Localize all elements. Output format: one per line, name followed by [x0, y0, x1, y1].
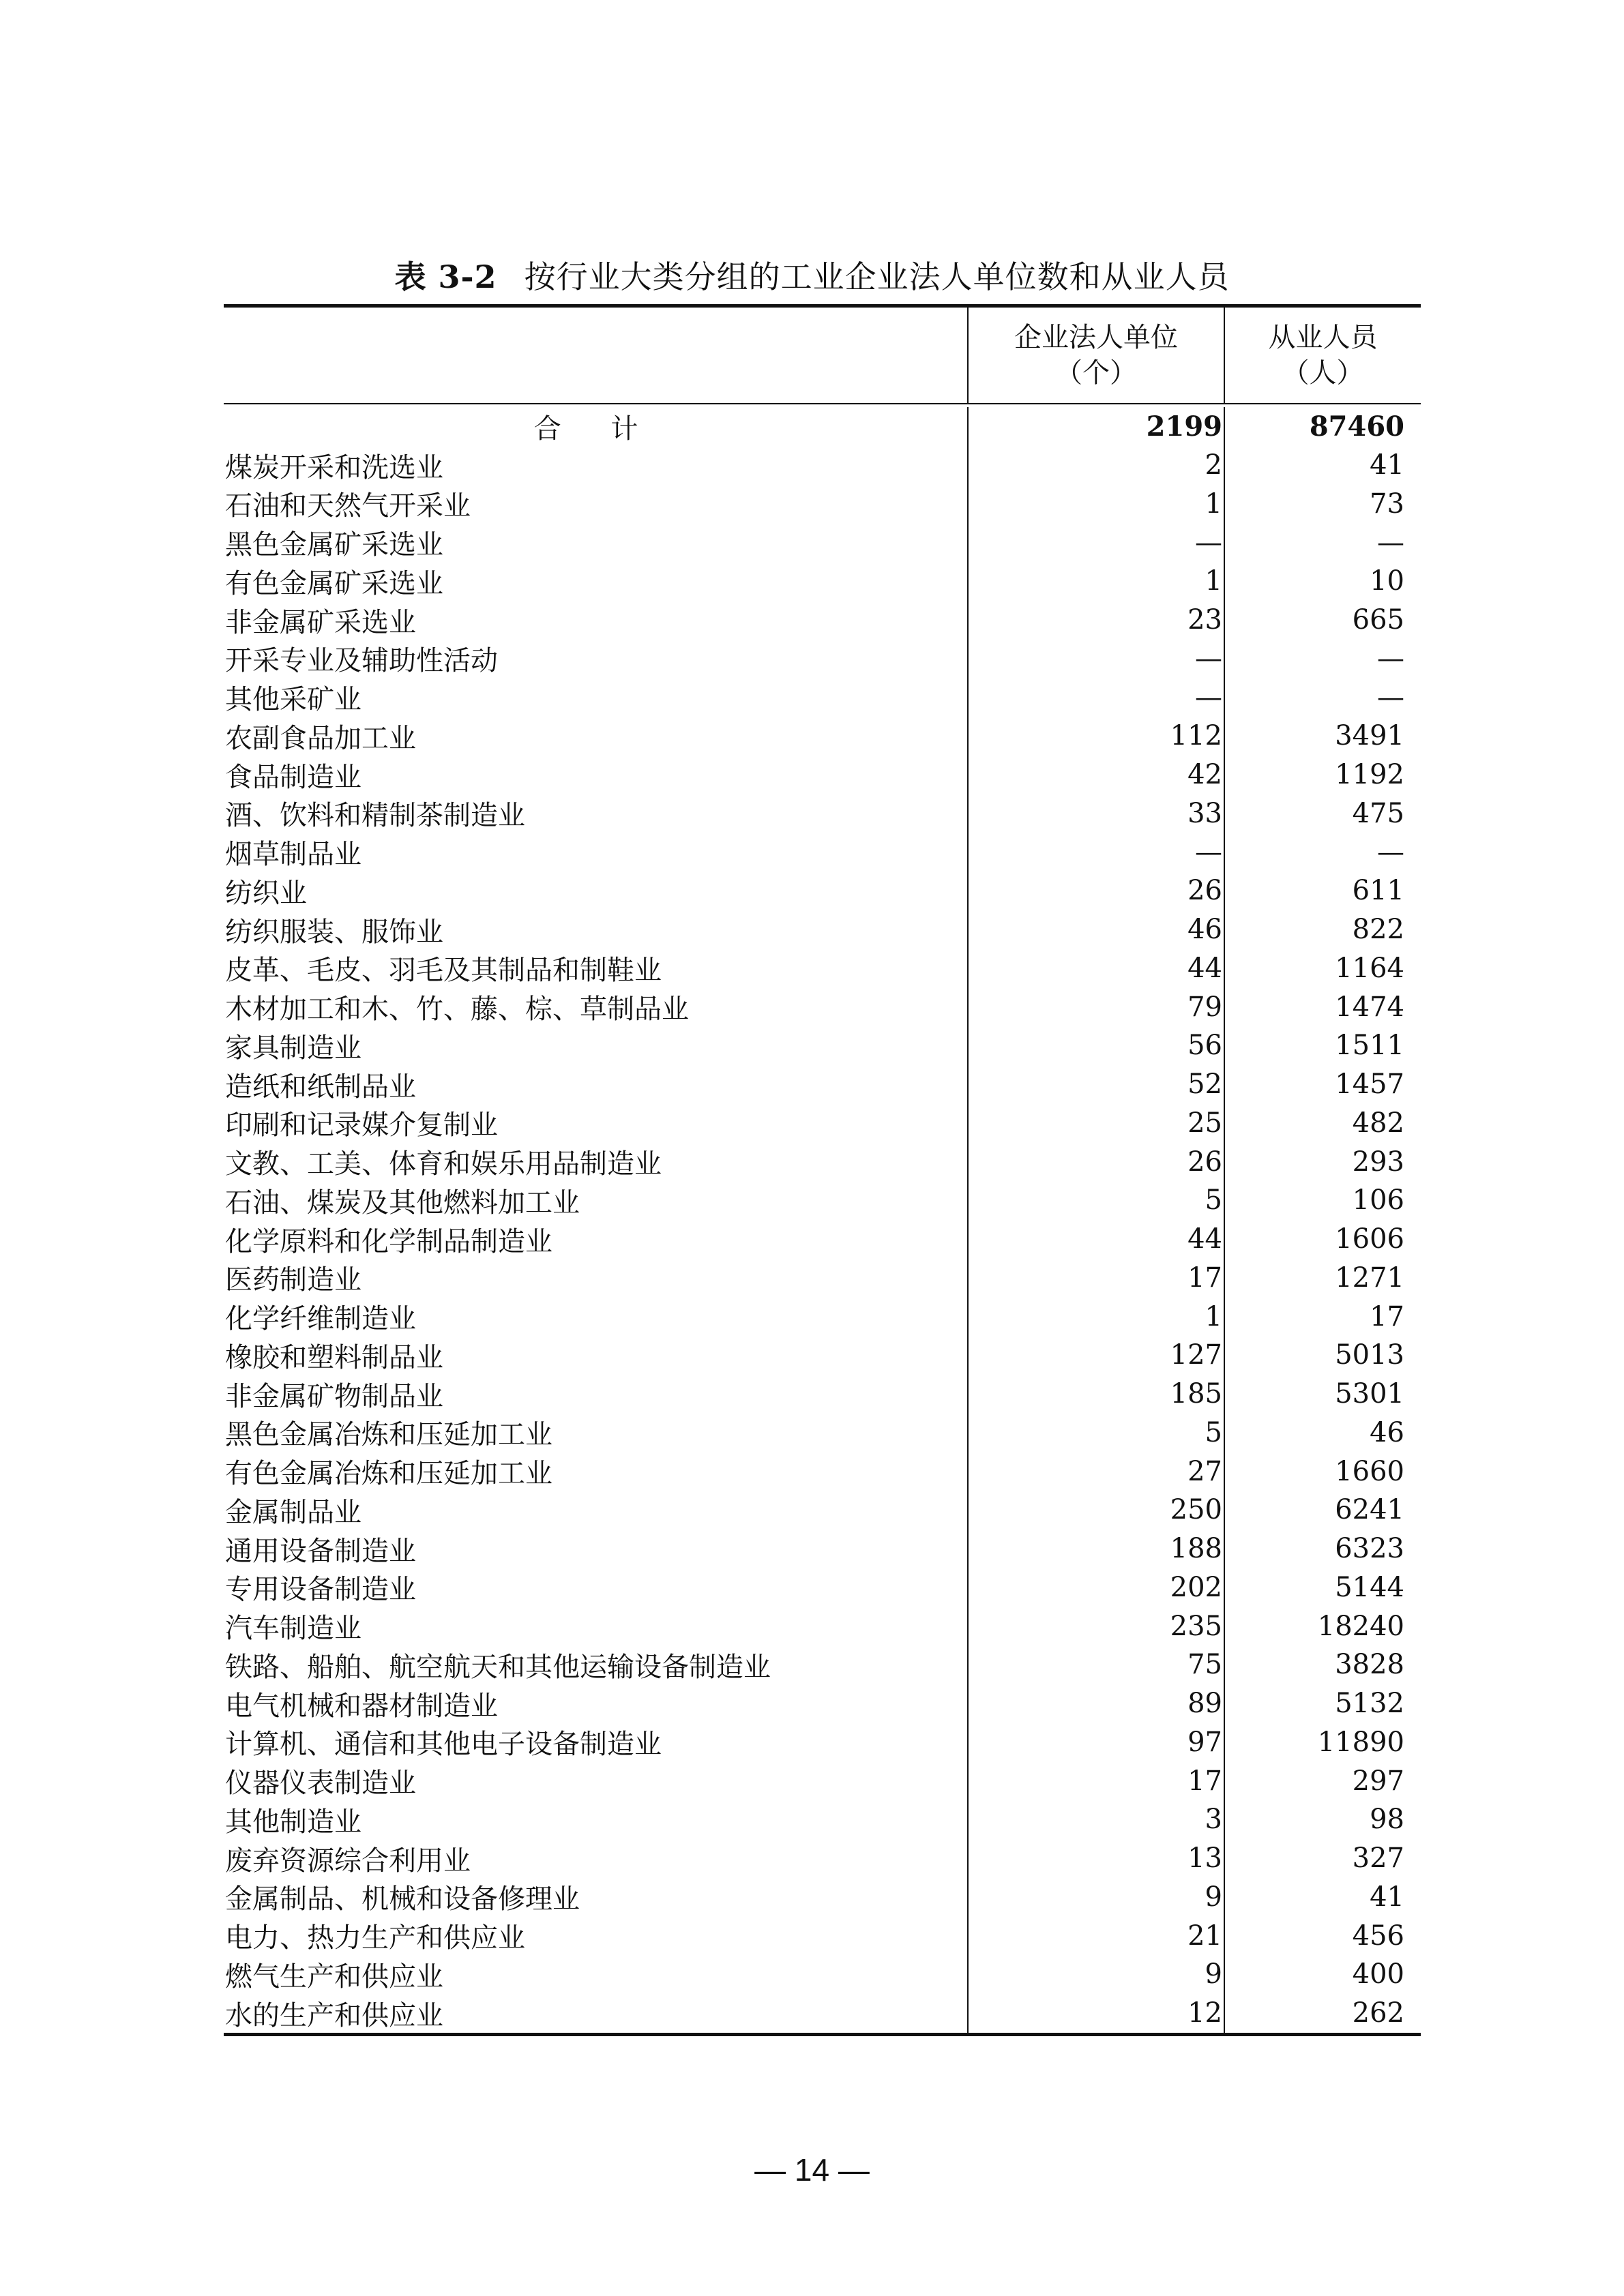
industry-name: 印刷和记录媒介复制业 [225, 1109, 498, 1142]
industry-name: 食品制造业 [225, 761, 361, 793]
units-value: 44 [967, 949, 1225, 988]
industry-name: 水的生产和供应业 [225, 1999, 443, 2031]
industry-name: 非金属矿采选业 [225, 606, 416, 638]
industry-name: 计算机、通信和其他电子设备制造业 [225, 1729, 662, 1761]
industry-name: 汽车制造业 [225, 1613, 361, 1645]
total-units: 2199 [967, 407, 1225, 446]
table-row [224, 756, 1421, 794]
units-value: 3 [967, 1800, 1225, 1839]
staff-value: 3828 [1335, 1649, 1404, 1681]
staff-value: 10 [1370, 565, 1404, 597]
units-value: 52 [967, 1065, 1225, 1104]
units-value: 1 [967, 1297, 1225, 1336]
industry-name: 燃气生产和供应业 [225, 1960, 443, 1993]
staff-value: 41 [1370, 449, 1404, 481]
industry-name: 仪器仪表制造业 [225, 1768, 416, 1800]
staff-value: 106 [1352, 1184, 1404, 1217]
units-value: 1 [967, 562, 1225, 601]
units-value: 1 [967, 485, 1225, 524]
industry-name: 烟草制品业 [225, 839, 361, 871]
table-row [224, 794, 1421, 833]
units-value: 33 [967, 794, 1225, 833]
table-row [224, 1800, 1421, 1839]
units-value: 5 [967, 1181, 1225, 1220]
table-row [224, 910, 1421, 949]
table-row [224, 1336, 1421, 1375]
units-value: 9 [967, 1878, 1225, 1917]
table-row [224, 1530, 1421, 1568]
staff-value: 1271 [1335, 1262, 1404, 1294]
staff-value: 1457 [1335, 1069, 1404, 1101]
staff-value: 400 [1352, 1958, 1404, 1991]
table-row [224, 1142, 1421, 1181]
industry-name: 化学原料和化学制品制造业 [225, 1225, 552, 1257]
total-label: 合 计 [533, 413, 659, 445]
table-row [224, 1181, 1421, 1220]
table-row [224, 1220, 1421, 1259]
industry-table [224, 304, 1421, 2036]
industry-name: 电力、热力生产和供应业 [225, 1922, 525, 1954]
staff-value: 1606 [1335, 1223, 1404, 1255]
industry-name: 化学纤维制造业 [225, 1303, 416, 1335]
staff-value: 293 [1352, 1146, 1404, 1178]
staff-value: 1474 [1335, 991, 1404, 1023]
table-row [224, 446, 1421, 485]
industry-name: 皮革、毛皮、羽毛及其制品和制鞋业 [225, 955, 662, 987]
table-title [0, 252, 1624, 297]
industry-name: 石油和天然气开采业 [225, 490, 471, 522]
units-value: 185 [967, 1375, 1225, 1414]
table-row [224, 1878, 1421, 1917]
staff-value: 297 [1352, 1765, 1404, 1797]
industry-name: 纺织业 [225, 877, 307, 909]
table-row [224, 1916, 1421, 1955]
staff-value: 456 [1352, 1920, 1404, 1952]
industry-name: 其他制造业 [225, 1806, 361, 1838]
industry-name: 农副食品加工业 [225, 722, 416, 754]
table-row [224, 1684, 1421, 1723]
table-row [224, 1414, 1421, 1452]
table-row [224, 1375, 1421, 1414]
industry-name: 黑色金属矿采选业 [225, 529, 443, 561]
units-value: 44 [967, 1220, 1225, 1259]
table-row [224, 485, 1421, 524]
table-row [224, 987, 1421, 1026]
staff-value: 262 [1352, 1997, 1404, 2029]
header-staff-unit: （人） [1282, 357, 1364, 389]
staff-value: 475 [1352, 797, 1404, 829]
staff-value: 41 [1370, 1881, 1404, 1913]
industry-name: 废弃资源综合利用业 [225, 1845, 471, 1877]
table-row [224, 833, 1421, 871]
table-row [224, 949, 1421, 988]
units-value: 27 [967, 1452, 1225, 1491]
units-value: 89 [967, 1684, 1225, 1723]
staff-value: 1511 [1335, 1030, 1404, 1062]
units-value: 127 [967, 1336, 1225, 1375]
staff-value: 1164 [1335, 952, 1404, 984]
industry-name: 煤炭开采和洗选业 [225, 451, 443, 483]
staff-value: 1660 [1335, 1455, 1404, 1487]
units-value: 17 [967, 1259, 1225, 1298]
staff-value: 6323 [1335, 1533, 1404, 1565]
header-units [967, 308, 1225, 403]
units-value: 46 [967, 910, 1225, 949]
industry-name: 橡胶和塑料制品业 [225, 1341, 443, 1373]
staff-value: 611 [1352, 875, 1404, 907]
units-value: 97 [967, 1723, 1225, 1762]
table-row [224, 562, 1421, 601]
industry-name: 木材加工和木、竹、藤、棕、草制品业 [225, 994, 689, 1026]
staff-value: 5013 [1335, 1339, 1404, 1371]
industry-name: 通用设备制造业 [225, 1535, 416, 1567]
table-row [224, 1065, 1421, 1104]
units-value: — [967, 833, 1225, 871]
units-value: 2 [967, 446, 1225, 485]
table-row [224, 1839, 1421, 1878]
table-row [224, 1026, 1421, 1065]
units-value: 26 [967, 1142, 1225, 1181]
industry-name: 金属制品、机械和设备修理业 [225, 1883, 580, 1915]
industry-name: 有色金属冶炼和压延加工业 [225, 1458, 552, 1490]
staff-value: — [1377, 642, 1404, 674]
table-row [224, 717, 1421, 756]
staff-value: 327 [1352, 1843, 1404, 1875]
industry-name: 铁路、船舶、航空航天和其他运输设备制造业 [225, 1651, 771, 1683]
table-body [224, 404, 1421, 2033]
table-row [224, 1259, 1421, 1298]
units-value: 250 [967, 1491, 1225, 1530]
units-value: — [967, 678, 1225, 717]
staff-value: 18240 [1317, 1610, 1404, 1642]
table-header [224, 308, 1421, 404]
industry-name: 专用设备制造业 [225, 1574, 416, 1606]
units-value: — [967, 640, 1225, 679]
units-value: — [967, 523, 1225, 562]
staff-value: 46 [1370, 1416, 1404, 1448]
industry-name: 石油、煤炭及其他燃料加工业 [225, 1187, 580, 1219]
units-value: 188 [967, 1530, 1225, 1568]
staff-value: 5132 [1335, 1688, 1404, 1720]
units-value: 13 [967, 1839, 1225, 1878]
staff-value: — [1377, 836, 1404, 868]
staff-value: 98 [1370, 1804, 1404, 1836]
table-row [224, 601, 1421, 640]
header-units-label: 企业法人单位 [1014, 322, 1178, 353]
units-value: 25 [967, 1104, 1225, 1143]
staff-value: — [1377, 681, 1404, 713]
total-staff: 87460 [1309, 410, 1404, 443]
table-row [224, 1723, 1421, 1762]
industry-name: 金属制品业 [225, 1496, 361, 1528]
page-number: — 14 — [754, 2152, 870, 2188]
table-row [224, 1452, 1421, 1491]
industry-name: 开采专业及辅助性活动 [225, 645, 498, 677]
industry-name: 黑色金属冶炼和压延加工业 [225, 1419, 552, 1451]
table-row [224, 871, 1421, 910]
units-value: 79 [967, 987, 1225, 1026]
industry-name: 电气机械和器材制造业 [225, 1690, 498, 1722]
staff-value: 1192 [1335, 759, 1404, 791]
staff-value: — [1377, 526, 1404, 558]
table-row [224, 1568, 1421, 1607]
staff-value: 5301 [1335, 1378, 1404, 1410]
units-value: 21 [967, 1916, 1225, 1955]
table-row [224, 1994, 1421, 2033]
table-row [224, 1607, 1421, 1645]
units-value: 202 [967, 1568, 1225, 1607]
staff-value: 5144 [1335, 1571, 1404, 1603]
units-value: 9 [967, 1955, 1225, 1994]
units-value: 26 [967, 871, 1225, 910]
staff-value: 6241 [1335, 1494, 1404, 1526]
table-row [224, 640, 1421, 679]
staff-value: 665 [1352, 604, 1404, 636]
units-value: 235 [967, 1607, 1225, 1645]
table-title-text: 按行业大类分组的工业企业法人单位数和从业人员 [524, 258, 1230, 295]
units-value: 5 [967, 1414, 1225, 1452]
units-value: 112 [967, 717, 1225, 756]
units-value: 56 [967, 1026, 1225, 1065]
staff-value: 482 [1352, 1107, 1404, 1139]
table-row [224, 1297, 1421, 1336]
industry-name: 其他采矿业 [225, 684, 361, 716]
industry-name: 造纸和纸制品业 [225, 1071, 416, 1103]
staff-value: 73 [1370, 488, 1404, 520]
header-units-unit: （个） [1055, 357, 1137, 389]
table-row [224, 1104, 1421, 1143]
industry-name: 非金属矿物制品业 [225, 1380, 443, 1412]
table-row [224, 523, 1421, 562]
industry-name: 有色金属矿采选业 [225, 567, 443, 599]
units-value: 42 [967, 756, 1225, 794]
header-staff [1225, 308, 1421, 403]
total-row [224, 407, 1421, 446]
units-value: 12 [967, 1994, 1225, 2033]
table-row [224, 678, 1421, 717]
units-value: 75 [967, 1645, 1225, 1684]
staff-value: 17 [1370, 1300, 1404, 1332]
table-row [224, 1645, 1421, 1684]
industry-name: 家具制造业 [225, 1032, 361, 1064]
table-row [224, 1761, 1421, 1800]
header-blank-cell [224, 308, 967, 403]
industry-name: 纺织服装、服饰业 [225, 916, 443, 948]
table-row [224, 1491, 1421, 1530]
table-row [224, 1955, 1421, 1994]
table-number: 表 3-2 [394, 258, 497, 295]
industry-name: 酒、饮料和精制茶制造业 [225, 800, 525, 832]
industry-name: 文教、工美、体育和娱乐用品制造业 [225, 1148, 662, 1180]
header-staff-label: 从业人员 [1268, 322, 1378, 353]
industry-name: 医药制造业 [225, 1264, 361, 1296]
units-value: 17 [967, 1761, 1225, 1800]
units-value: 23 [967, 601, 1225, 640]
staff-value: 11890 [1317, 1726, 1404, 1758]
staff-value: 3491 [1335, 720, 1404, 752]
staff-value: 822 [1352, 914, 1404, 946]
